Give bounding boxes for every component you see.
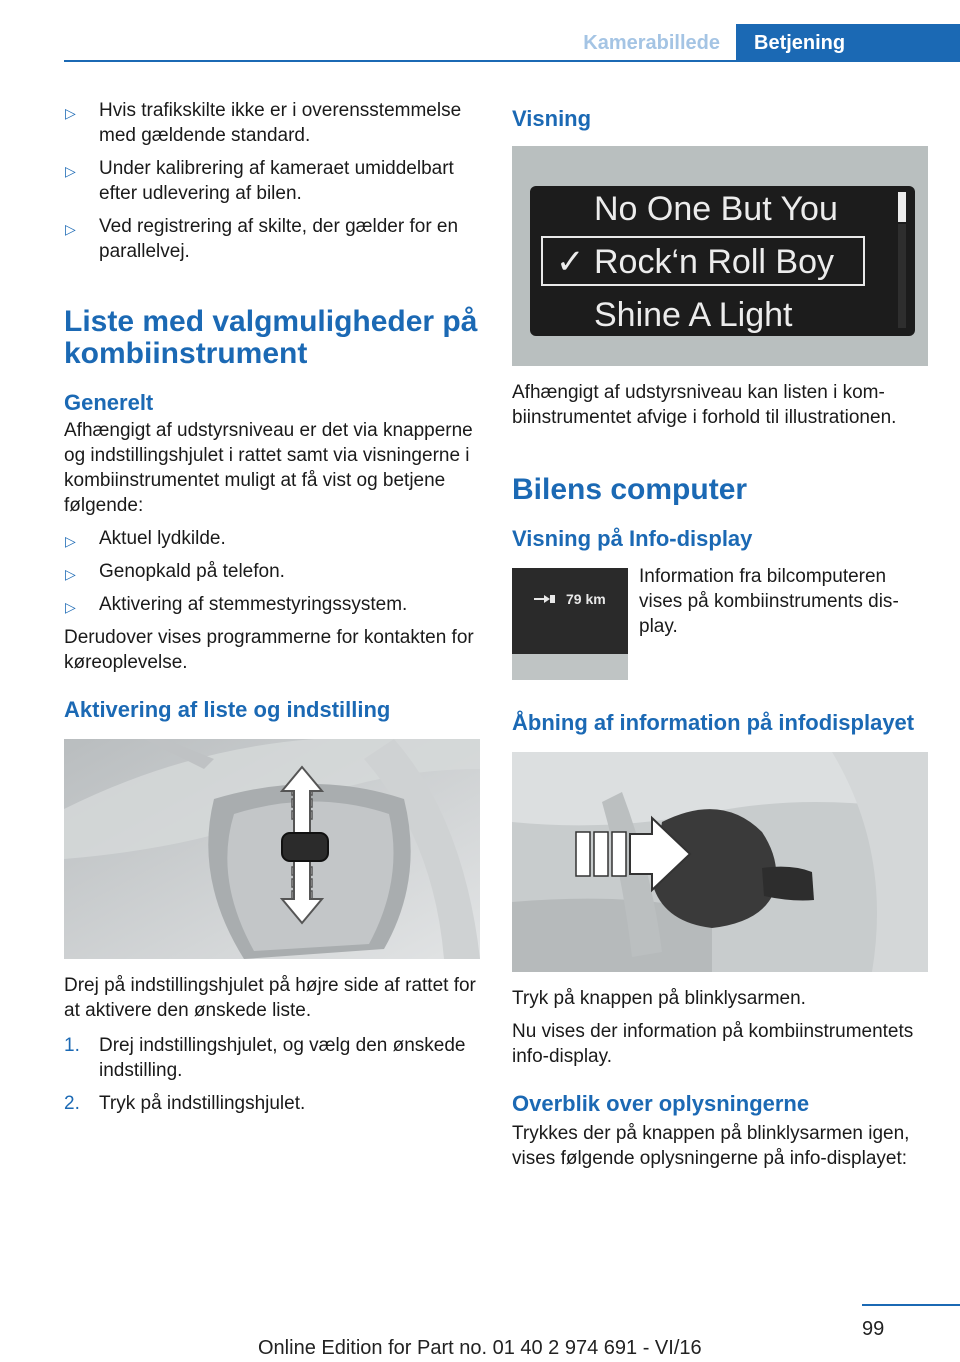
- right-column: [512, 98, 928, 1179]
- figure-caption: Afhængigt af udstyrsniveau kan listen i kombiinstrumentet afvige i forhold til illustrationen.: [512, 382, 897, 428]
- paragraph: Afhængigt af udstyrsniveau er det via knapperne og indstillingshjulet i rattet samt via visningerne i kombiinstrumentet muligt at få vist og betjene følgende:: [64, 420, 473, 516]
- turn-signal-lever-illustration: [512, 752, 928, 972]
- section-heading: Bilens computer: [512, 473, 748, 506]
- instrument-cluster-list-illustration: [512, 146, 928, 366]
- page-number: 99: [862, 1318, 885, 1340]
- paragraph: Tryk på knappen på blinklysarmen.: [512, 988, 806, 1009]
- subsection-heading: Åbning af information på infodisplayet: [512, 710, 915, 735]
- subsection-heading: Visning: [512, 106, 592, 131]
- paragraph: Information fra bilcomputeren vises på kombiinstruments display.: [639, 566, 899, 637]
- info-display-block: [512, 564, 928, 680]
- section-heading: Liste med valgmuligheder på kombiinstrument: [64, 305, 478, 370]
- list-entry-3: Shine A Light: [594, 296, 793, 334]
- lever-drawing: [512, 752, 928, 972]
- triangle-bullet-icon: ▷: [65, 566, 76, 582]
- fuel-pump-icon: [550, 595, 555, 603]
- list-item: 2. Tryk på indstillingshjulet.: [64, 1093, 306, 1114]
- list-item: ▷ Aktivering af stemmestyringssystem.: [64, 592, 480, 617]
- paragraph: Trykkes der på knappen på blinklysarmen igen, vises følgende oplysningerne på info-displayet:: [512, 1123, 910, 1169]
- paragraph: Derudover vises programmerne for kontakten for køreoplevelse.: [64, 627, 474, 673]
- subsection-heading: Visning på Info-display: [512, 526, 753, 551]
- steering-wheel-drawing: [64, 739, 480, 959]
- left-column: [64, 98, 480, 1124]
- paragraph: Nu vises der information på kombiinstrumentets info-display.: [512, 1021, 914, 1067]
- subsection-heading: Overblik over oplysningerne: [512, 1091, 810, 1116]
- range-value: 79 km: [566, 591, 606, 607]
- triangle-bullet-icon: ▷: [65, 105, 76, 121]
- steering-wheel-illustration: [64, 739, 480, 959]
- footer-rule: [862, 1304, 960, 1306]
- triangle-bullet-icon: ▷: [65, 599, 76, 615]
- check-icon: ✓: [556, 243, 585, 281]
- list-item: ▷ Aktuel lydkilde.: [64, 526, 480, 551]
- subsection-heading: Generelt: [64, 390, 154, 415]
- figure-caption: Drej på indstillingshjulet på højre side af rattet for at aktivere den ønskede liste.: [64, 975, 476, 1021]
- range-display-illustration: [512, 568, 628, 680]
- list-entry-2-selected: Rock‘n Roll Boy: [594, 243, 834, 281]
- list-display-drawing: [512, 146, 928, 366]
- triangle-bullet-icon: ▷: [65, 163, 76, 179]
- tab-kamerabillede[interactable]: Kamerabillede: [583, 32, 720, 54]
- triangle-bullet-icon: ▷: [65, 533, 76, 549]
- triangle-bullet-icon: ▷: [65, 221, 76, 237]
- page-header: [64, 24, 960, 62]
- list-entry-1: No One But You: [594, 190, 838, 228]
- edition-note: Online Edition for Part no. 01 40 2 974 691 - VI/16: [258, 1337, 702, 1359]
- list-item: 1. Drej indstillingshjulet, og vælg den ønskede indstilling.: [64, 1035, 466, 1081]
- list-item: ▷ Under kalibrering af kameraet umiddelbart efter udlevering af bilen.: [65, 158, 454, 204]
- tab-betjening[interactable]: Betjening: [736, 24, 960, 62]
- subsection-heading: Aktivering af liste og indstilling: [64, 697, 391, 722]
- list-item: ▷ Genopkald på telefon.: [64, 559, 480, 584]
- list-item: ▷ Hvis trafikskilte ikke er i overensstemmelse med gældende standard.: [65, 100, 462, 146]
- list-item: ▷ Ved registrering af skilte, der gælder for en parallelvej.: [65, 216, 459, 262]
